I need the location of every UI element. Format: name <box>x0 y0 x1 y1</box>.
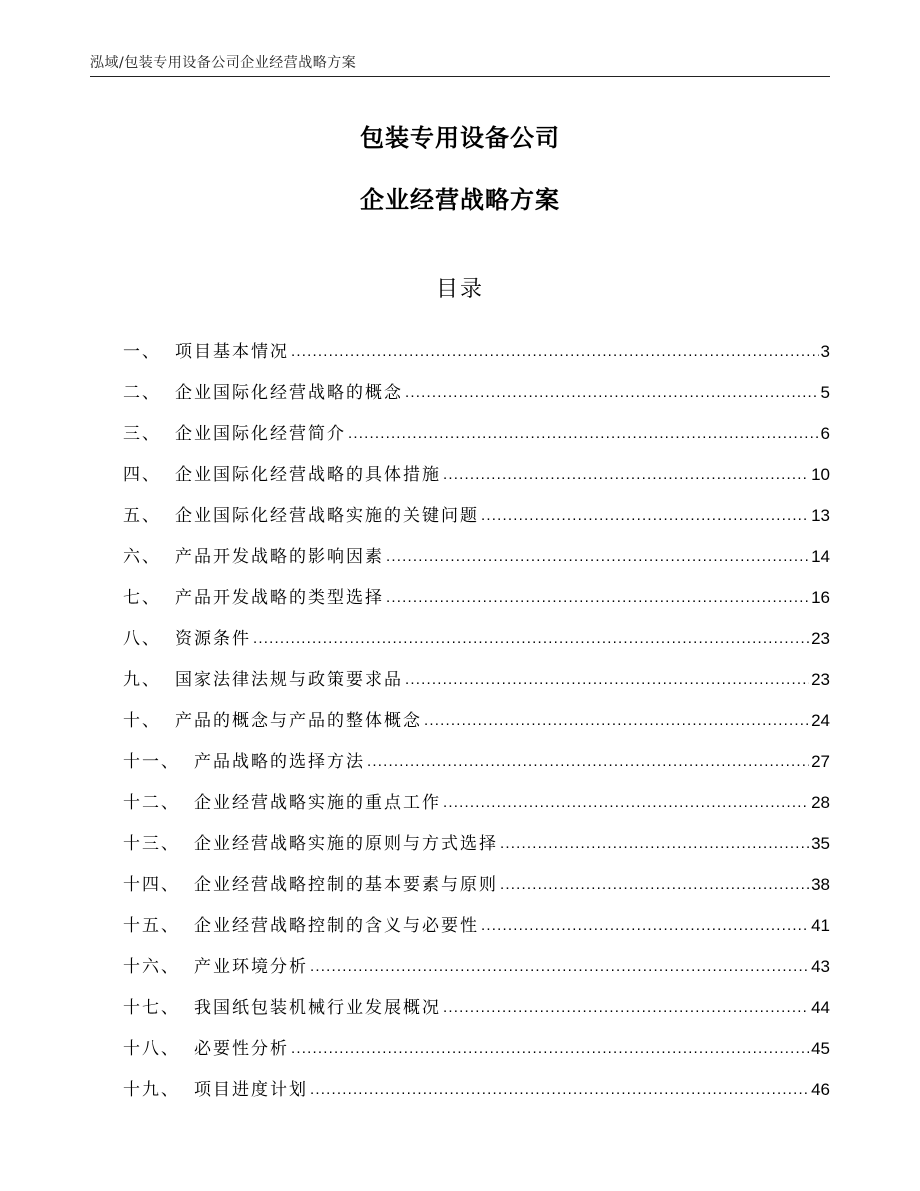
toc-leader-dots <box>386 546 809 568</box>
toc-leader-dots <box>310 956 809 978</box>
toc-entry-number: 十五、 <box>123 916 180 936</box>
toc-entry-title[interactable]: 项目进度计划 <box>194 1080 308 1100</box>
document-title-line-1: 包装专用设备公司 <box>360 124 560 152</box>
toc-entry-number: 十九、 <box>123 1080 180 1100</box>
toc-entry[interactable] <box>123 855 830 896</box>
toc-entry-page[interactable]: 41 <box>811 916 830 935</box>
toc-entry-title[interactable]: 产品战略的选择方法 <box>194 752 365 772</box>
table-of-contents <box>123 322 830 1101</box>
toc-leader-dots <box>310 1079 809 1101</box>
toc-entry-page[interactable]: 13 <box>811 506 830 525</box>
toc-entry-page[interactable]: 16 <box>811 588 830 607</box>
toc-entry-title[interactable]: 企业经营战略实施的重点工作 <box>194 793 441 813</box>
toc-leader-dots <box>500 874 809 896</box>
toc-entry-number: 五、 <box>123 506 161 526</box>
toc-entry-title[interactable]: 必要性分析 <box>194 1039 289 1059</box>
toc-entry[interactable] <box>123 445 830 486</box>
running-header: 泓域/包装专用设备公司企业经营战略方案 <box>90 55 357 71</box>
toc-leader-dots <box>443 464 809 486</box>
toc-entry-title[interactable]: 企业经营战略控制的基本要素与原则 <box>194 875 498 895</box>
toc-entry-number: 七、 <box>123 588 161 608</box>
toc-entry-number: 十一、 <box>123 752 180 772</box>
document-title-line-2: 企业经营战略方案 <box>360 186 560 214</box>
toc-entry[interactable] <box>123 1060 830 1101</box>
toc-entry[interactable] <box>123 486 830 527</box>
toc-leader-dots <box>443 997 809 1019</box>
toc-leader-dots <box>367 751 809 773</box>
toc-leader-dots <box>291 341 819 363</box>
toc-entry-page[interactable]: 24 <box>811 711 830 730</box>
toc-entry-title[interactable]: 企业国际化经营简介 <box>175 424 346 444</box>
toc-entry-page[interactable]: 38 <box>811 875 830 894</box>
toc-entry[interactable] <box>123 363 830 404</box>
toc-entry-title[interactable]: 我国纸包装机械行业发展概况 <box>194 998 441 1018</box>
toc-entry-page[interactable]: 28 <box>811 793 830 812</box>
toc-entry-number: 十四、 <box>123 875 180 895</box>
toc-entry-number: 十三、 <box>123 834 180 854</box>
toc-entry-page[interactable]: 46 <box>811 1080 830 1099</box>
toc-entry-page[interactable]: 5 <box>820 383 830 402</box>
toc-entry-title[interactable]: 企业经营战略实施的原则与方式选择 <box>194 834 498 854</box>
toc-entry-title[interactable]: 资源条件 <box>175 629 251 649</box>
toc-entry-page[interactable]: 45 <box>811 1039 830 1058</box>
toc-leader-dots <box>291 1038 809 1060</box>
toc-entry-title[interactable]: 产业环境分析 <box>194 957 308 977</box>
toc-entry-title[interactable]: 产品开发战略的类型选择 <box>175 588 384 608</box>
toc-entry-number: 九、 <box>123 670 161 690</box>
toc-entry-page[interactable]: 23 <box>811 670 830 689</box>
toc-entry-number: 一、 <box>123 342 161 362</box>
toc-leader-dots <box>500 833 809 855</box>
toc-entry-title[interactable]: 企业国际化经营战略的具体措施 <box>175 465 441 485</box>
toc-entry[interactable] <box>123 322 830 363</box>
toc-entry-number: 十二、 <box>123 793 180 813</box>
toc-entry[interactable] <box>123 732 830 773</box>
toc-leader-dots <box>386 587 809 609</box>
toc-entry-page[interactable]: 27 <box>811 752 830 771</box>
toc-entry[interactable] <box>123 937 830 978</box>
toc-entry-title[interactable]: 国家法律法规与政策要求品 <box>175 670 403 690</box>
toc-entry[interactable] <box>123 1019 830 1060</box>
toc-entry-title[interactable]: 项目基本情况 <box>175 342 289 362</box>
toc-heading: 目录 <box>435 277 484 302</box>
toc-entry[interactable] <box>123 896 830 937</box>
toc-leader-dots <box>481 915 809 937</box>
toc-entry-number: 八、 <box>123 629 161 649</box>
toc-entry-page[interactable]: 3 <box>820 342 830 361</box>
toc-leader-dots <box>424 710 809 732</box>
toc-entry[interactable] <box>123 650 830 691</box>
toc-entry-number: 十、 <box>123 711 161 731</box>
toc-entry-title[interactable]: 企业经营战略控制的含义与必要性 <box>194 916 479 936</box>
toc-entry-title[interactable]: 产品的概念与产品的整体概念 <box>175 711 422 731</box>
toc-entry-page[interactable]: 14 <box>811 547 830 566</box>
toc-leader-dots <box>405 669 809 691</box>
toc-entry-page[interactable]: 43 <box>811 957 830 976</box>
toc-entry-number: 十六、 <box>123 957 180 977</box>
toc-entry-page[interactable]: 6 <box>820 424 830 443</box>
toc-entry[interactable] <box>123 978 830 1019</box>
toc-entry-number: 十八、 <box>123 1039 180 1059</box>
toc-entry-number: 六、 <box>123 547 161 567</box>
toc-entry[interactable] <box>123 568 830 609</box>
toc-leader-dots <box>348 423 819 445</box>
toc-entry-page[interactable]: 35 <box>811 834 830 853</box>
toc-entry-number: 二、 <box>123 383 161 403</box>
toc-entry-number: 十七、 <box>123 998 180 1018</box>
toc-entry-title[interactable]: 产品开发战略的影响因素 <box>175 547 384 567</box>
toc-entry[interactable] <box>123 609 830 650</box>
toc-entry[interactable] <box>123 773 830 814</box>
toc-entry[interactable] <box>123 527 830 568</box>
toc-entry[interactable] <box>123 814 830 855</box>
toc-entry[interactable] <box>123 404 830 445</box>
toc-entry-number: 四、 <box>123 465 161 485</box>
toc-entry[interactable] <box>123 691 830 732</box>
toc-entry-title[interactable]: 企业国际化经营战略的概念 <box>175 383 403 403</box>
toc-leader-dots <box>481 505 809 527</box>
toc-entry-page[interactable]: 44 <box>811 998 830 1017</box>
toc-leader-dots <box>443 792 809 814</box>
header-divider <box>90 76 830 77</box>
toc-entry-page[interactable]: 23 <box>811 629 830 648</box>
toc-leader-dots <box>253 628 809 650</box>
toc-leader-dots <box>405 382 819 404</box>
toc-entry-number: 三、 <box>123 424 161 444</box>
toc-entry-page[interactable]: 10 <box>811 465 830 484</box>
toc-entry-title[interactable]: 企业国际化经营战略实施的关键问题 <box>175 506 479 526</box>
